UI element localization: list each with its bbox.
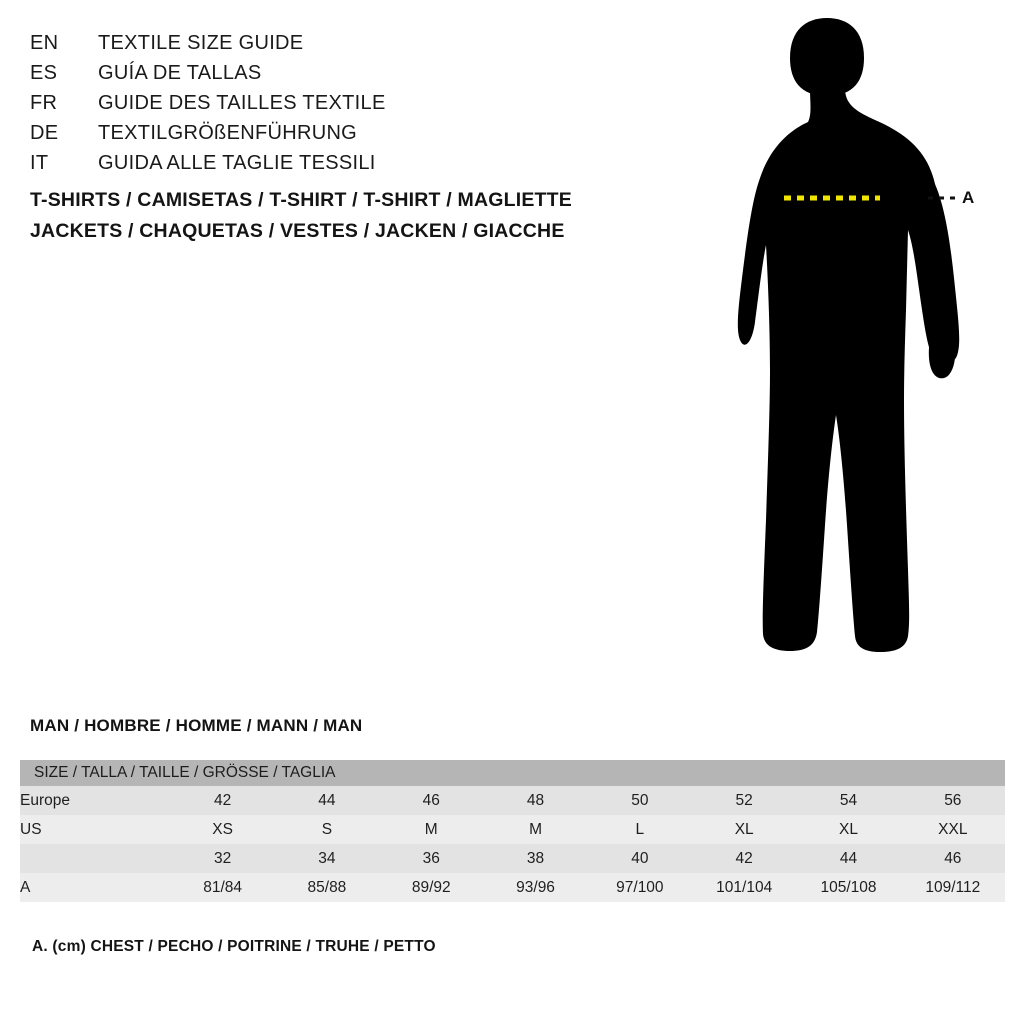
cell-value: 89/92 <box>379 873 483 902</box>
cell-value: 46 <box>901 844 1005 873</box>
cell-value: 54 <box>796 786 900 815</box>
language-code: ES <box>30 62 58 84</box>
cell-value: 44 <box>275 786 379 815</box>
table-header-label: SIZE / TALLA / TAILLE / GRÖSSE / TAGLIA <box>20 760 1005 786</box>
cell-value: 97/100 <box>588 873 692 902</box>
cell-value: 42 <box>692 844 796 873</box>
cell-value: 101/104 <box>692 873 796 902</box>
language-title: GUÍA DE TALLAS <box>98 62 262 84</box>
language-row <box>30 28 650 58</box>
language-row <box>30 148 650 178</box>
language-code: FR <box>30 92 58 114</box>
cell-value: XL <box>796 815 900 844</box>
cell-value: XXL <box>901 815 1005 844</box>
garment-type-jackets: JACKETS / CHAQUETAS / VESTES / JACKEN / GIACCHE <box>30 220 565 242</box>
cell-value: 93/96 <box>483 873 587 902</box>
table-header-row <box>20 760 1005 786</box>
silhouette-body <box>738 18 959 652</box>
cell-value: 48 <box>483 786 587 815</box>
section-title-man: MAN / HOMBRE / HOMME / MANN / MAN <box>30 716 363 735</box>
cell-value: M <box>379 815 483 844</box>
cell-value: 105/108 <box>796 873 900 902</box>
language-title: GUIDA ALLE TAGLIE TESSILI <box>98 152 376 174</box>
cell-value: 34 <box>275 844 379 873</box>
cell-value: L <box>588 815 692 844</box>
cell-value: S <box>275 815 379 844</box>
language-title: TEXTILE SIZE GUIDE <box>98 32 304 54</box>
cell-value: 56 <box>901 786 1005 815</box>
cell-value: XL <box>692 815 796 844</box>
garment-type-block <box>30 185 670 247</box>
language-row <box>30 88 650 118</box>
cell-value: 42 <box>170 786 274 815</box>
cell-value: 81/84 <box>170 873 274 902</box>
cell-value: 38 <box>483 844 587 873</box>
row-label: Europe <box>20 786 170 815</box>
cell-value: 32 <box>170 844 274 873</box>
row-label: US <box>20 815 170 844</box>
cell-value: 36 <box>379 844 483 873</box>
language-code: IT <box>30 152 49 174</box>
language-row <box>30 58 650 88</box>
male-silhouette-figure <box>700 10 1010 670</box>
language-header-block <box>30 28 650 178</box>
cell-value: 109/112 <box>901 873 1005 902</box>
row-label: A <box>20 873 170 902</box>
language-title: GUIDE DES TAILLES TEXTILE <box>98 92 386 114</box>
language-title: TEXTILGRÖßENFÜHRUNG <box>98 122 358 144</box>
table-row <box>20 873 1005 902</box>
table-row <box>20 786 1005 815</box>
cell-value: M <box>483 815 587 844</box>
chest-footnote: A. (cm) CHEST / PECHO / POITRINE / TRUHE / PETTO <box>32 938 436 955</box>
cell-value: 40 <box>588 844 692 873</box>
size-table <box>20 760 1005 902</box>
language-code: EN <box>30 32 59 54</box>
cell-value: 85/88 <box>275 873 379 902</box>
language-code: DE <box>30 122 59 144</box>
table-row <box>20 815 1005 844</box>
language-row <box>30 118 650 148</box>
cell-value: 50 <box>588 786 692 815</box>
row-label <box>20 844 170 873</box>
cell-value: 52 <box>692 786 796 815</box>
table-row <box>20 844 1005 873</box>
chest-measure-label: A <box>962 188 975 207</box>
cell-value: 44 <box>796 844 900 873</box>
cell-value: XS <box>170 815 274 844</box>
garment-type-tshirts: T-SHIRTS / CAMISETAS / T-SHIRT / T-SHIRT / MAGLIETTE <box>30 189 572 211</box>
cell-value: 46 <box>379 786 483 815</box>
